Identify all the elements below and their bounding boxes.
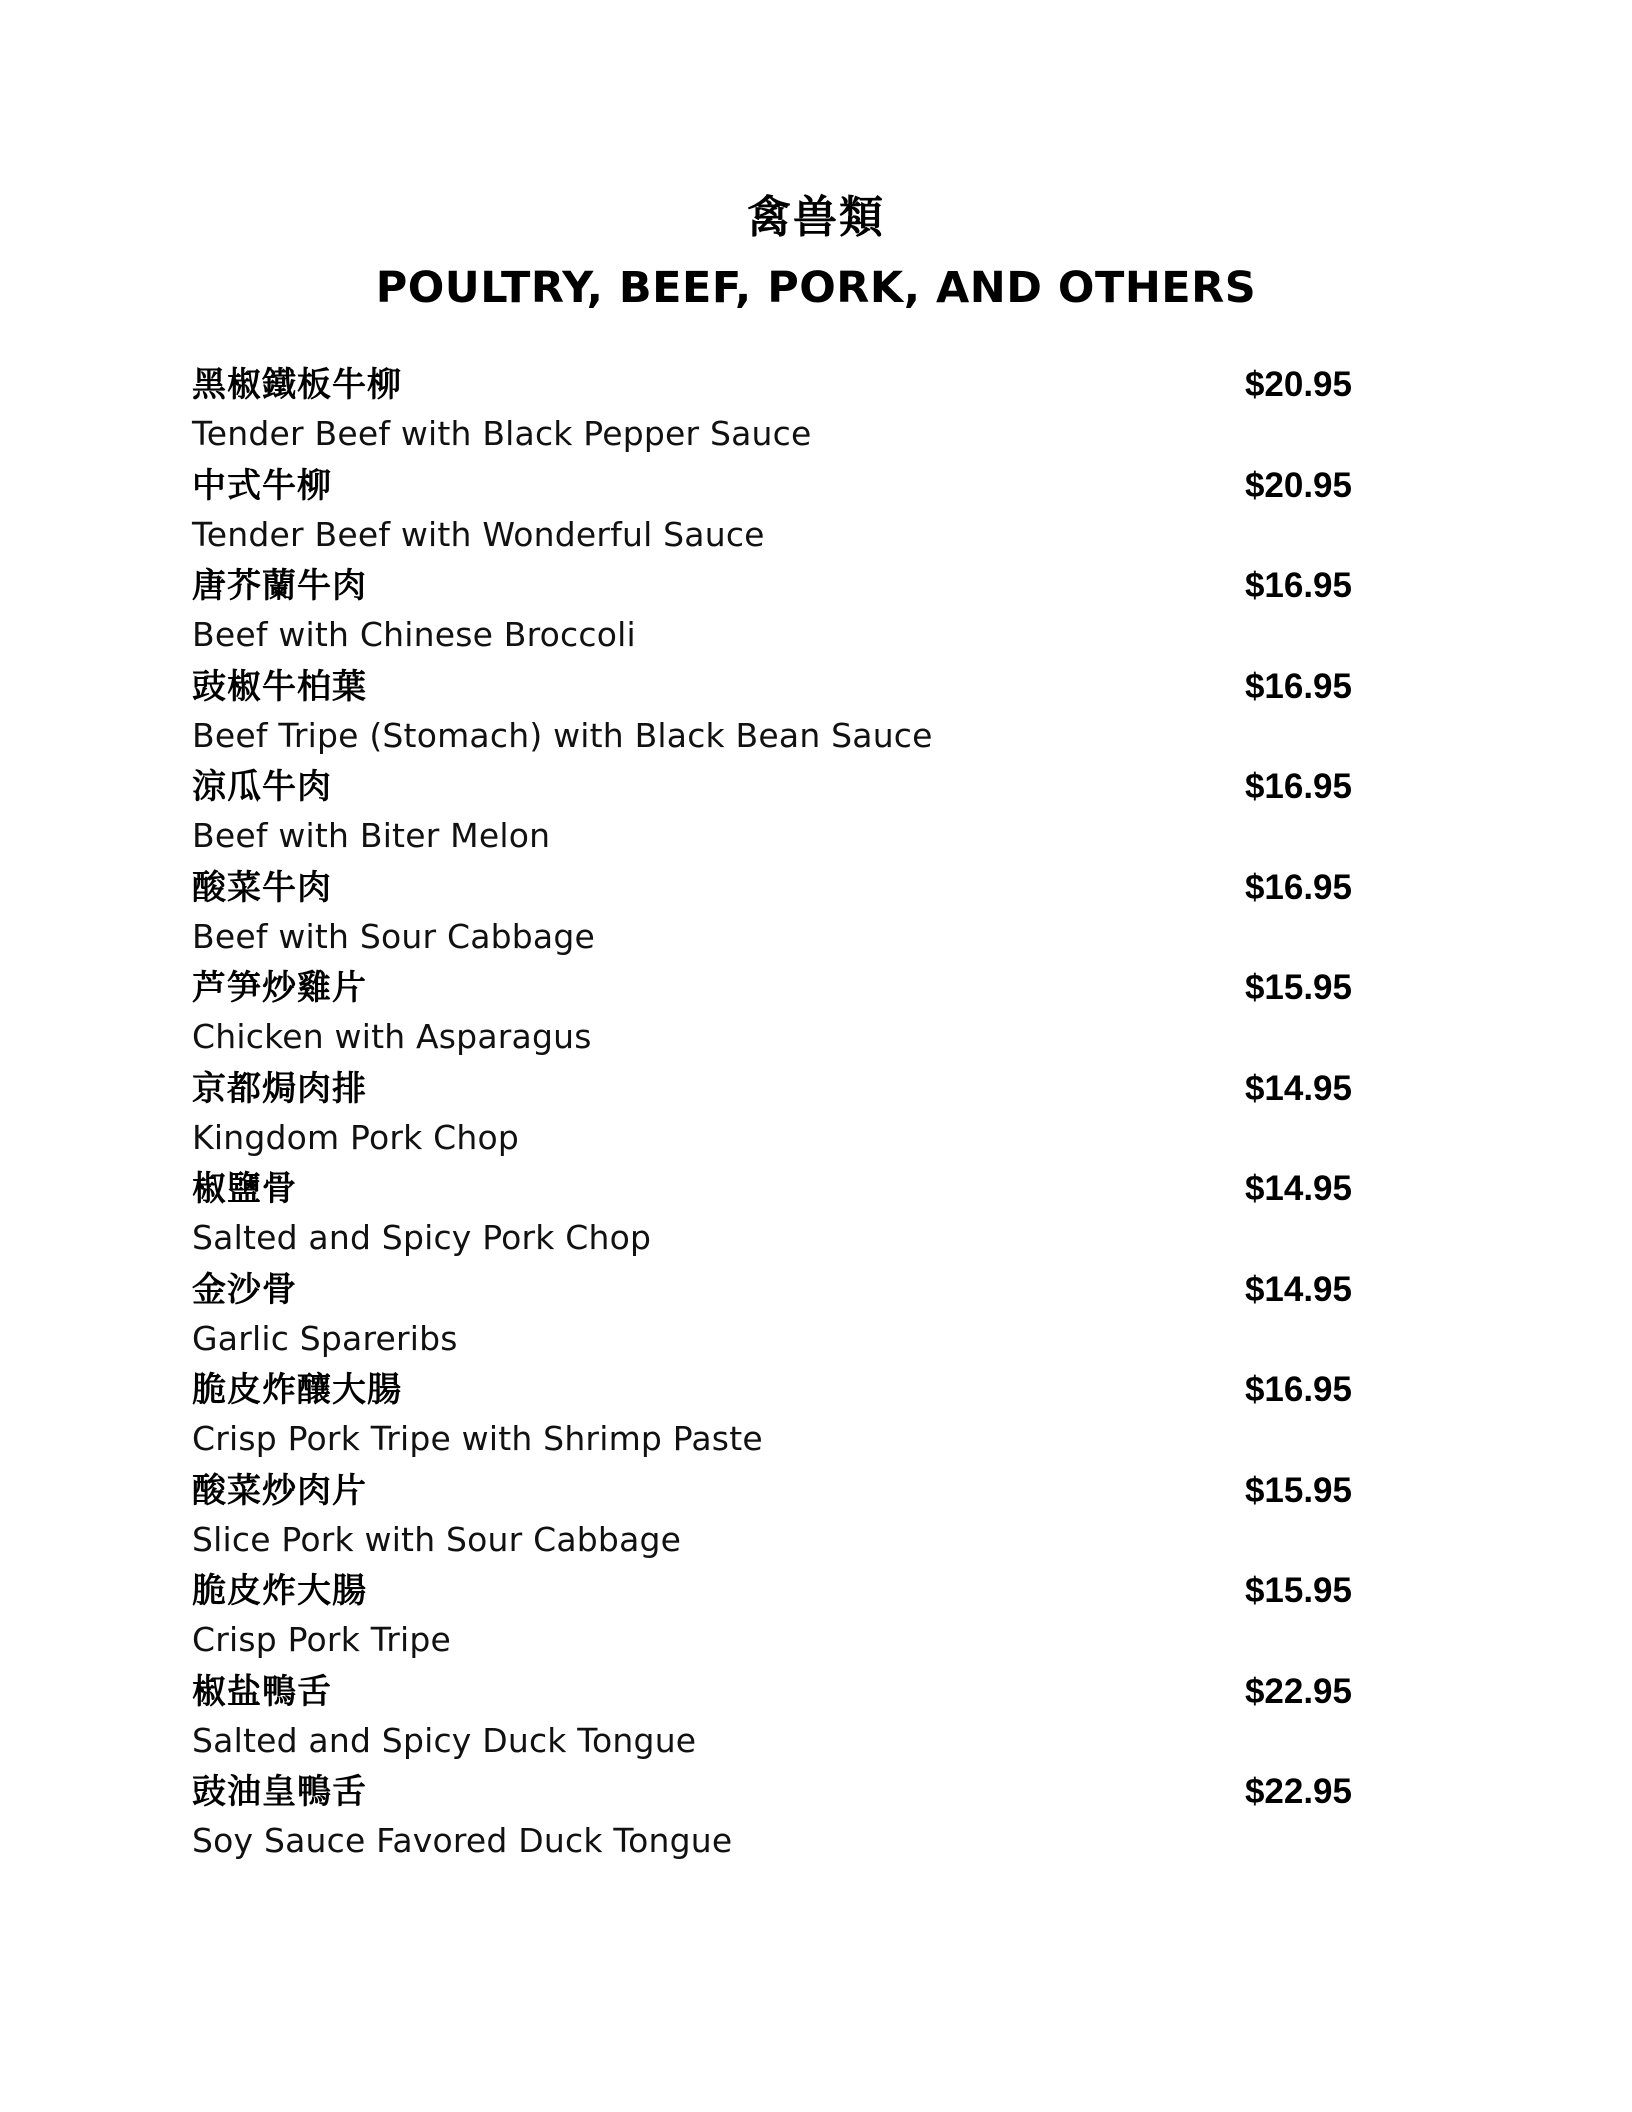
menu-item: [192, 1763, 1352, 1864]
menu-item: [192, 959, 1352, 1060]
dish-price: $16.95: [1244, 1370, 1352, 1409]
menu-item: [192, 1361, 1352, 1462]
dish-name-english: Soy Sauce Favored Duck Tongue: [192, 1821, 733, 1860]
dish-name-chinese: 豉椒牛柏葉: [192, 666, 367, 707]
menu-item: [192, 1663, 1352, 1764]
dish-name-chinese: 中式牛柳: [192, 465, 332, 506]
dish-name-chinese: 金沙骨: [192, 1269, 297, 1310]
section-title-chinese: 禽兽類: [747, 192, 885, 243]
menu-item: [192, 1462, 1352, 1563]
dish-name-chinese: 唐芥蘭牛肉: [192, 566, 367, 606]
dish-name-english: Kingdom Pork Chop: [192, 1117, 520, 1157]
dish-price: $16.95: [1244, 867, 1352, 907]
dish-price: $16.95: [1244, 666, 1352, 706]
menu-item: [192, 859, 1352, 960]
dish-price: $20.95: [1244, 365, 1352, 404]
menu-item: [192, 1160, 1352, 1261]
dish-name-english: Beef with Chinese Broccoli: [192, 615, 636, 654]
menu-item: [192, 658, 1352, 759]
menu-item: [192, 1060, 1352, 1161]
dish-name-english: Chicken with Asparagus: [192, 1017, 592, 1056]
dish-price: $16.95: [1244, 767, 1352, 806]
dish-price: $22.95: [1244, 1671, 1352, 1711]
dish-name-chinese: 酸菜牛肉: [192, 867, 332, 908]
dish-price: $15.95: [1244, 968, 1352, 1007]
dish-name-chinese: 酸菜炒肉片: [192, 1470, 367, 1511]
dish-name-english: Salted and Spicy Duck Tongue: [192, 1720, 697, 1760]
dish-price: $14.95: [1244, 1169, 1352, 1208]
menu-item: [192, 758, 1352, 859]
dish-name-english: Crisp Pork Tripe: [192, 1620, 451, 1659]
dish-price: $15.95: [1244, 1571, 1352, 1610]
dish-name-english: Slice Pork with Sour Cabbage: [192, 1519, 682, 1559]
dish-name-chinese: 涼瓜牛肉: [192, 767, 332, 807]
dish-name-chinese: 黑椒鐵板牛柳: [192, 365, 402, 405]
menu-item: [192, 557, 1352, 658]
dish-name-chinese: 椒鹽骨: [192, 1169, 297, 1209]
dish-name-english: Beef with Sour Cabbage: [192, 916, 595, 956]
menu-item: [192, 356, 1352, 457]
dish-price: $14.95: [1244, 1269, 1352, 1309]
dish-price: $16.95: [1244, 566, 1352, 605]
dish-name-chinese: 脆皮炸大腸: [192, 1571, 367, 1611]
dish-name-chinese: 芦笋炒雞片: [192, 968, 367, 1008]
dish-price: $14.95: [1244, 1068, 1352, 1108]
section-title-english: POULTRY, BEEF, PORK, AND OTHERS: [375, 263, 1257, 313]
menu-item: [192, 1562, 1352, 1663]
menu-item: [192, 457, 1352, 558]
dish-name-english: Tender Beef with Wonderful Sauce: [192, 514, 765, 554]
dish-price: $20.95: [1244, 465, 1352, 505]
dish-name-english: Garlic Spareribs: [192, 1318, 458, 1358]
menu-list: [192, 356, 1352, 1864]
menu-item: [192, 1261, 1352, 1362]
dish-name-chinese: 椒盐鴨舌: [192, 1671, 332, 1712]
dish-name-english: Crisp Pork Tripe with Shrimp Paste: [192, 1419, 763, 1458]
dish-name-english: Salted and Spicy Pork Chop: [192, 1218, 652, 1257]
dish-name-english: Beef Tripe (Stomach) with Black Bean Sauce: [192, 715, 933, 755]
dish-name-english: Tender Beef with Black Pepper Sauce: [192, 414, 812, 453]
dish-name-chinese: 豉油皇鴨舌: [192, 1772, 367, 1812]
dish-price: $15.95: [1244, 1470, 1352, 1510]
dish-price: $22.95: [1244, 1772, 1352, 1811]
dish-name-chinese: 脆皮炸釀大腸: [192, 1370, 402, 1410]
dish-name-chinese: 京都焗肉排: [192, 1068, 367, 1109]
dish-name-english: Beef with Biter Melon: [192, 816, 551, 855]
